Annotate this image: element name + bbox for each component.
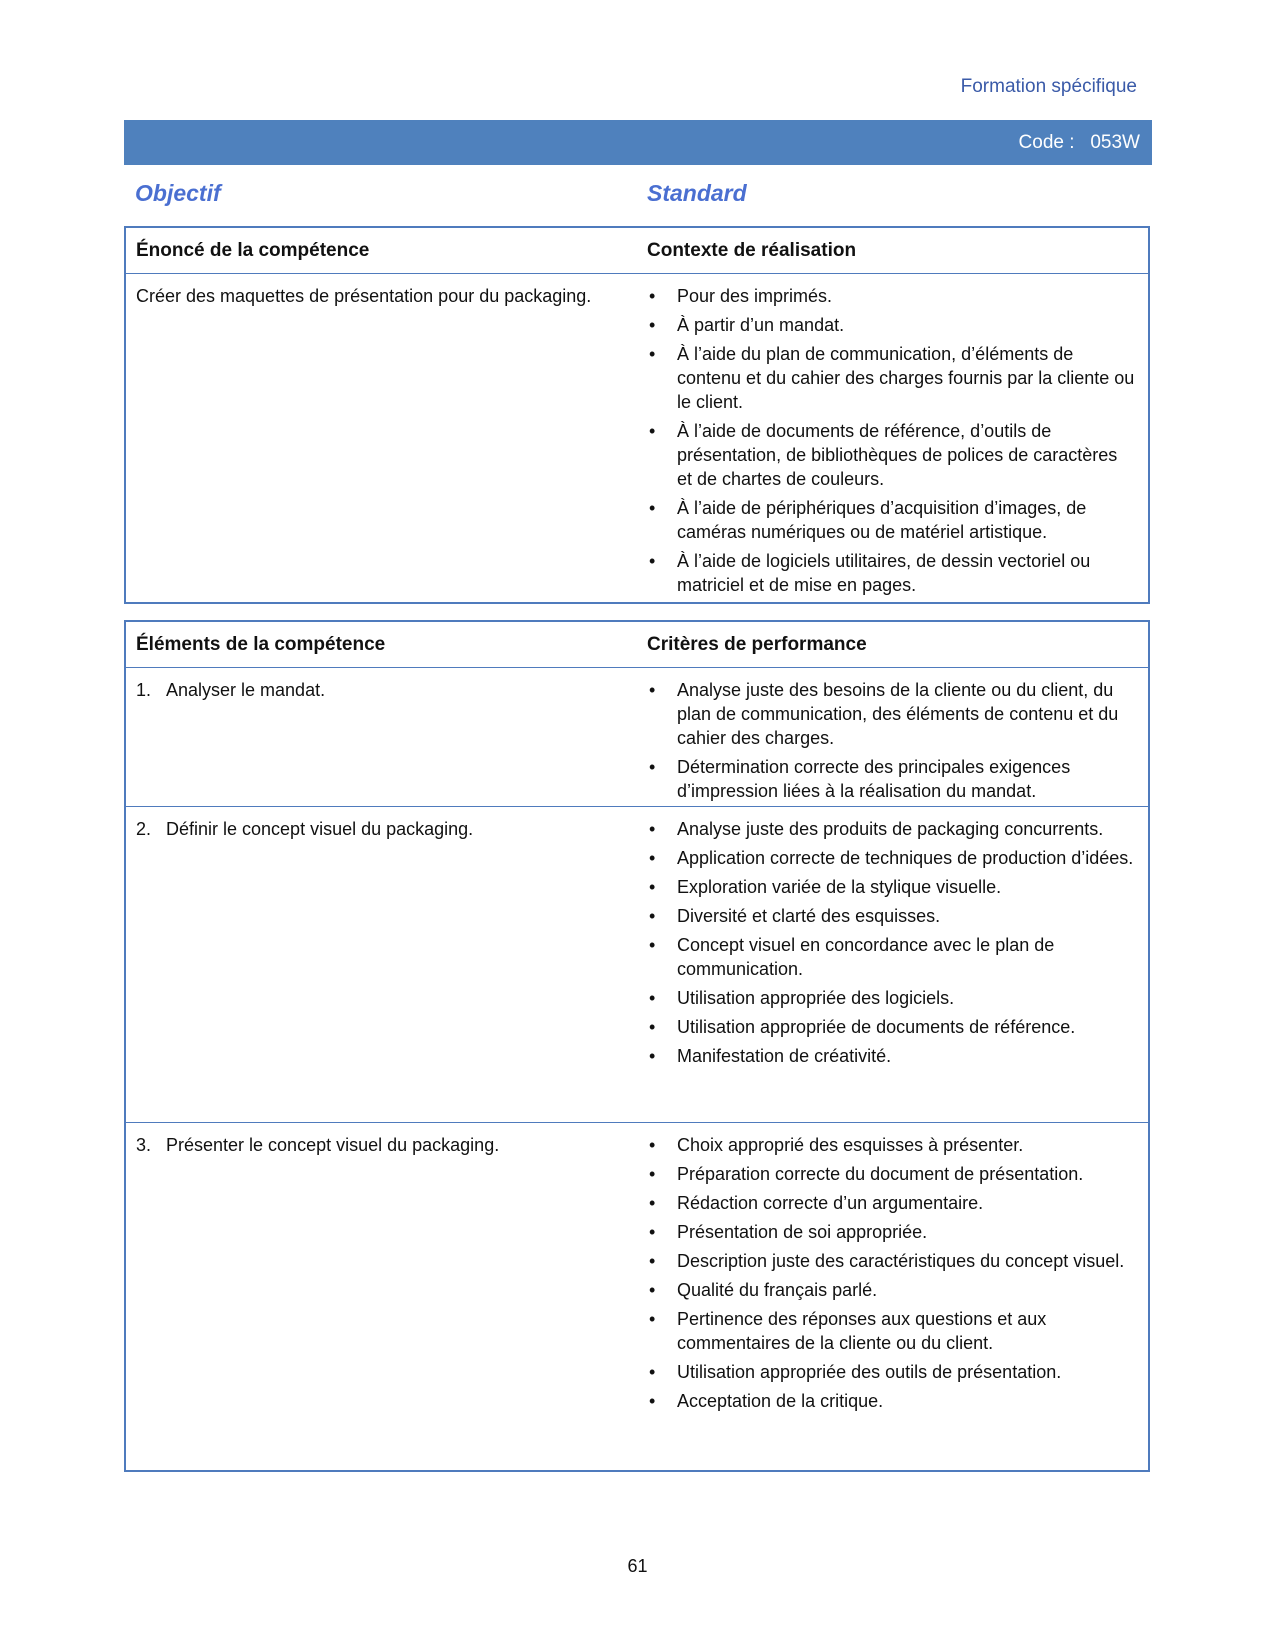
criterion-item: • Analyse juste des produits de packaging concurrents. [647, 817, 1137, 841]
element-row [126, 1123, 1148, 1456]
criteria-header: Critères de performance [647, 634, 867, 655]
criterion-item: • Utilisation appropriée des outils de présentation. [647, 1360, 1137, 1384]
context-item: • À l’aide de périphériques d’acquisition d’images, de caméras numériques ou de matériel artistique. [647, 496, 1137, 544]
context-item: • Pour des imprimés. [647, 284, 1137, 308]
criterion-item: • Description juste des caractéristiques du concept visuel. [647, 1249, 1137, 1273]
criterion-item: • Acceptation de la critique. [647, 1389, 1137, 1413]
criterion-item: • Exploration variée de la stylique visuelle. [647, 875, 1137, 899]
competency-code [1019, 132, 1140, 154]
page-number: 61 [627, 1556, 648, 1576]
element-cell [136, 1133, 616, 1157]
element-rows [126, 668, 1148, 1456]
criterion-item: • Pertinence des réponses aux questions et aux commentaires de la cliente ou du client. [647, 1307, 1137, 1355]
criterion-item: • Rédaction correcte d’un argumentaire. [647, 1191, 1137, 1215]
criteria-cell [647, 1133, 1137, 1418]
criterion-item: • Préparation correcte du document de présentation. [647, 1162, 1137, 1186]
section-labels [135, 180, 1145, 212]
element-text: Analyser le mandat. [166, 680, 326, 700]
context-item: • À l’aide de documents de référence, d’outils de présentation, de bibliothèques de polices de caractères et de chartes de couleurs. [647, 419, 1137, 491]
code-value: 053W [1090, 132, 1140, 153]
criterion-item: • Qualité du français parlé. [647, 1278, 1137, 1302]
standard-heading: Standard [647, 180, 747, 206]
criteria-list [647, 1133, 1137, 1413]
code-bar [124, 120, 1152, 165]
competence-row [126, 274, 1148, 603]
context-header: Contexte de réalisation [647, 240, 857, 261]
element-cell [136, 817, 616, 841]
criteria-list [647, 678, 1137, 803]
context-item: • À partir d’un mandat. [647, 313, 1137, 337]
context-list [647, 284, 1137, 597]
context-list-wrap [647, 284, 1137, 602]
criterion-item: • Concept visuel en concordance avec le plan de communication. [647, 933, 1137, 981]
objective-heading: Objectif [135, 180, 221, 206]
code-label: Code : [1018, 132, 1075, 153]
criterion-item: • Utilisation appropriée de documents de référence. [647, 1015, 1137, 1039]
criterion-item: • Choix approprié des esquisses à présenter. [647, 1133, 1137, 1157]
criterion-item: • Analyse juste des besoins de la cliente ou du client, du plan de communication, des éléments de contenu et du cahier des charges. [647, 678, 1137, 750]
element-text: Définir le concept visuel du packaging. [166, 819, 474, 839]
elements-table [124, 620, 1150, 1472]
document-category: Formation spécifique [960, 76, 1137, 97]
element-cell [136, 678, 616, 702]
criterion-item: • Détermination correcte des principales exigences d’impression liées à la réalisation du mandat. [647, 755, 1137, 803]
criteria-cell [647, 678, 1137, 808]
criterion-item: • Manifestation de créativité. [647, 1044, 1137, 1068]
element-number: 1. [136, 680, 152, 700]
elements-header: Éléments de la compétence [136, 634, 386, 655]
criterion-item: • Présentation de soi appropriée. [647, 1220, 1137, 1244]
element-number: 3. [136, 1135, 152, 1155]
competence-table-header [126, 228, 1148, 274]
element-row [126, 807, 1148, 1123]
element-row [126, 668, 1148, 807]
criterion-item: • Diversité et clarté des esquisses. [647, 904, 1137, 928]
criteria-list [647, 817, 1137, 1068]
criteria-cell [647, 817, 1137, 1073]
competence-table [124, 226, 1150, 604]
competence-statement: Créer des maquettes de présentation pour du packaging. [136, 286, 592, 306]
competence-statement-header: Énoncé de la compétence [136, 240, 370, 261]
criterion-item: • Utilisation appropriée des logiciels. [647, 986, 1137, 1010]
context-item: • À l’aide de logiciels utilitaires, de dessin vectoriel ou matriciel et de mise en pages. [647, 549, 1137, 597]
context-item: • À l’aide du plan de communication, d’éléments de contenu et du cahier des charges fournis par la cliente ou le client. [647, 342, 1137, 414]
criterion-item: • Application correcte de techniques de production d’idées. [647, 846, 1137, 870]
element-text: Présenter le concept visuel du packaging. [166, 1135, 500, 1155]
element-number: 2. [136, 819, 152, 839]
elements-table-header [126, 622, 1148, 668]
